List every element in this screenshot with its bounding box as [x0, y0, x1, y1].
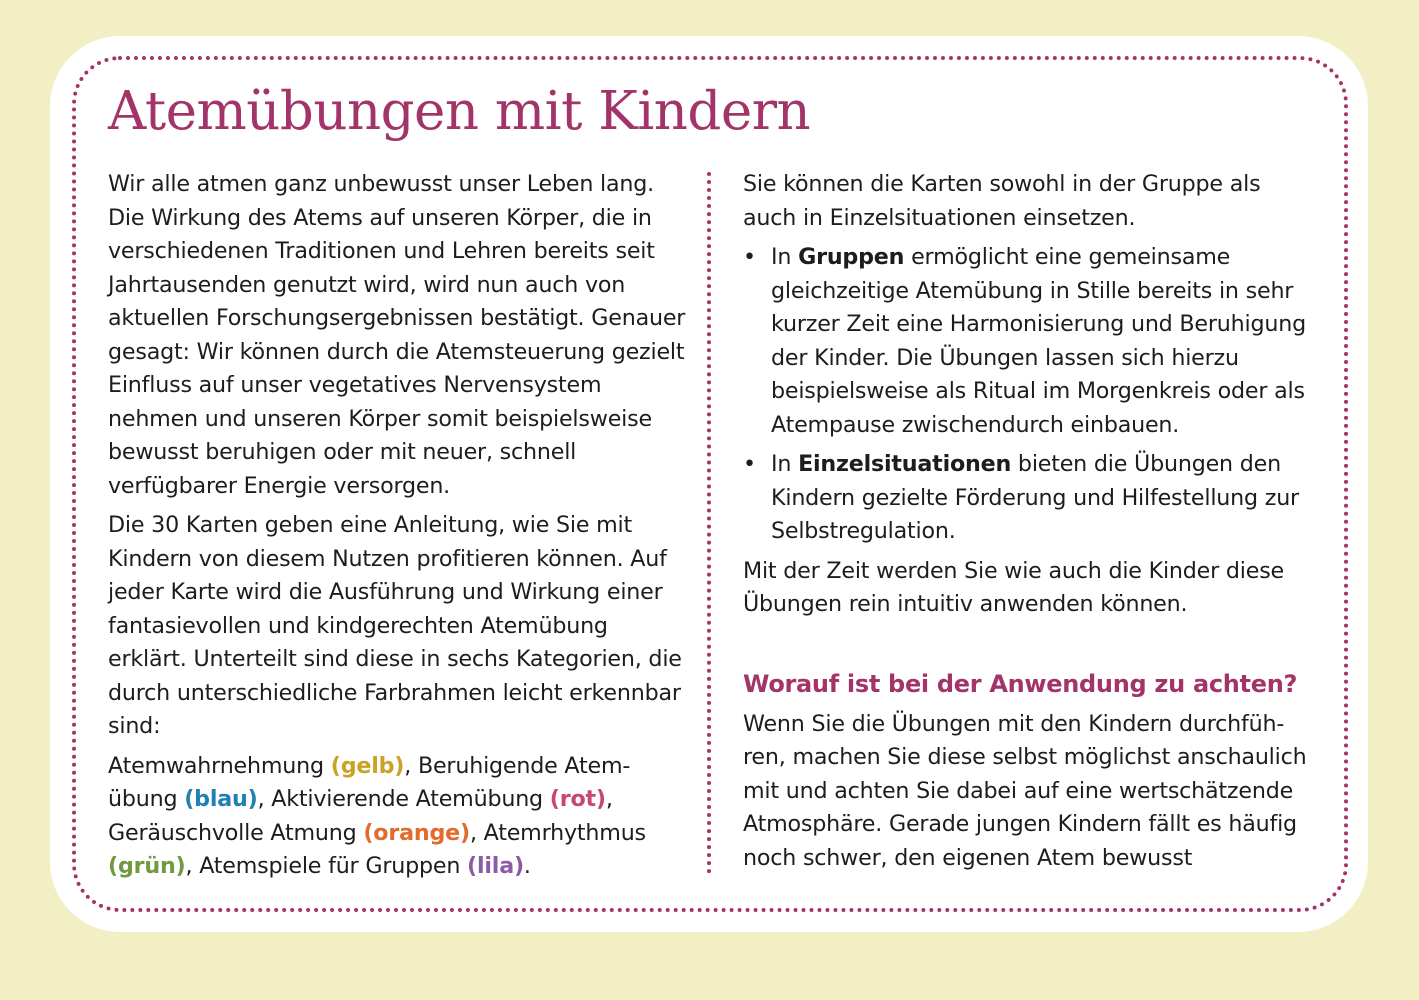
category-color-rot: (rot) — [549, 786, 606, 812]
category-color-gruen: (grün) — [108, 853, 186, 879]
category-color-orange: (orange) — [363, 819, 470, 846]
right-column — [743, 168, 1318, 881]
list-item-text: ermöglicht eine gemeinsame gleichzeitige Atemübung in Stille bereits in sehr kurzer Zeit eine Harmonisierung und Beruhigung der Kinder. Die Übungen lassen sich hierzu beispielsweise als Ritual im Morgenkreis oder als Atempause zwischendurch einbauen. — [771, 244, 1306, 438]
column-divider — [707, 172, 711, 874]
bullet-icon: • — [743, 244, 756, 270]
category-color-gelb: (gelb) — [330, 752, 405, 779]
category-text: . — [523, 853, 531, 879]
usage-list — [743, 241, 1318, 549]
page-title: Atemübungen mit Kindern — [108, 81, 811, 142]
left-column — [108, 168, 688, 890]
category-text: , Atemspiele für Gruppen — [185, 853, 468, 879]
cards-paragraph: Die 30 Karten geben eine Anleitung, wie Sie mit Kindern von diesem Nutzen profitieren können. Auf jeder Karte wird die Ausführung und Wirkung einer fantasievollen und kindgerechten Atemübung erklärt. Unterteilt sind diese in sechs Kategorien, die durch unterschiedliche Farbrahmen leicht erkennbar sind: — [108, 512, 682, 739]
category-text: Atemwahrnehmung — [108, 752, 331, 779]
section-heading: Worauf ist bei der Anwendung zu achten? — [743, 669, 1298, 698]
list-item-text: In — [771, 451, 799, 477]
list-item-text: In — [771, 244, 799, 270]
list-item — [743, 448, 1318, 549]
category-text: , Beruhigende Atemübung — [108, 752, 631, 812]
category-text: , Aktivierende Atemübung — [257, 786, 550, 812]
list-item — [743, 241, 1318, 442]
list-item-text: bieten die Übungen den Kindern gezielte Förderung und Hilfestellung zur Selbstregulation. — [771, 451, 1299, 544]
usage-intro: Sie können die Karten sowohl in der Gruppe als auch in Einzelsituationen einsetzen. — [743, 171, 1261, 231]
application-paragraph: Wenn Sie die Übungen mit den Kindern durchführen, machen Sie diese selbst möglichst anschaulich mit und achten Sie dabei auf eine wertschätzende Atmosphäre. Gerade jungen Kindern fällt es häufig noch schwer, den eigenen Atem bewusst — [743, 710, 1307, 871]
outro-paragraph: Mit der Zeit werden Sie wie auch die Kinder diese Übungen rein intuitiv anwenden können. — [743, 557, 1284, 617]
list-item-keyword: Einzelsituationen — [798, 451, 1012, 477]
intro-paragraph: Wir alle atmen ganz unbewusst unser Leben lang. Die Wirkung des Atems auf unseren Körper, die in verschiedenen Traditionen und Lehren bereits seit Jahrtausenden genutzt wird, wird nun auch von aktuellen Forschungsergebnissen bestätigt. Genauer gesagt: Wir können durch die Atemsteuerung gezielt Einfluss auf unser vegetatives Nervensystem nehmen und unseren Körper somit beispielsweise bewusst beruhigen oder mit neuer, schnell verfügbarer Energie versorgen. — [108, 171, 686, 499]
list-item-keyword: Gruppen — [798, 244, 905, 270]
category-color-blau: (blau) — [184, 786, 258, 812]
category-text: , Geräuschvolle Atmung — [108, 786, 613, 846]
category-text: , Atemrhythmus — [469, 819, 646, 846]
bullet-icon: • — [743, 451, 756, 477]
categories-paragraph — [108, 750, 688, 884]
category-color-lila: (lila) — [467, 853, 524, 879]
